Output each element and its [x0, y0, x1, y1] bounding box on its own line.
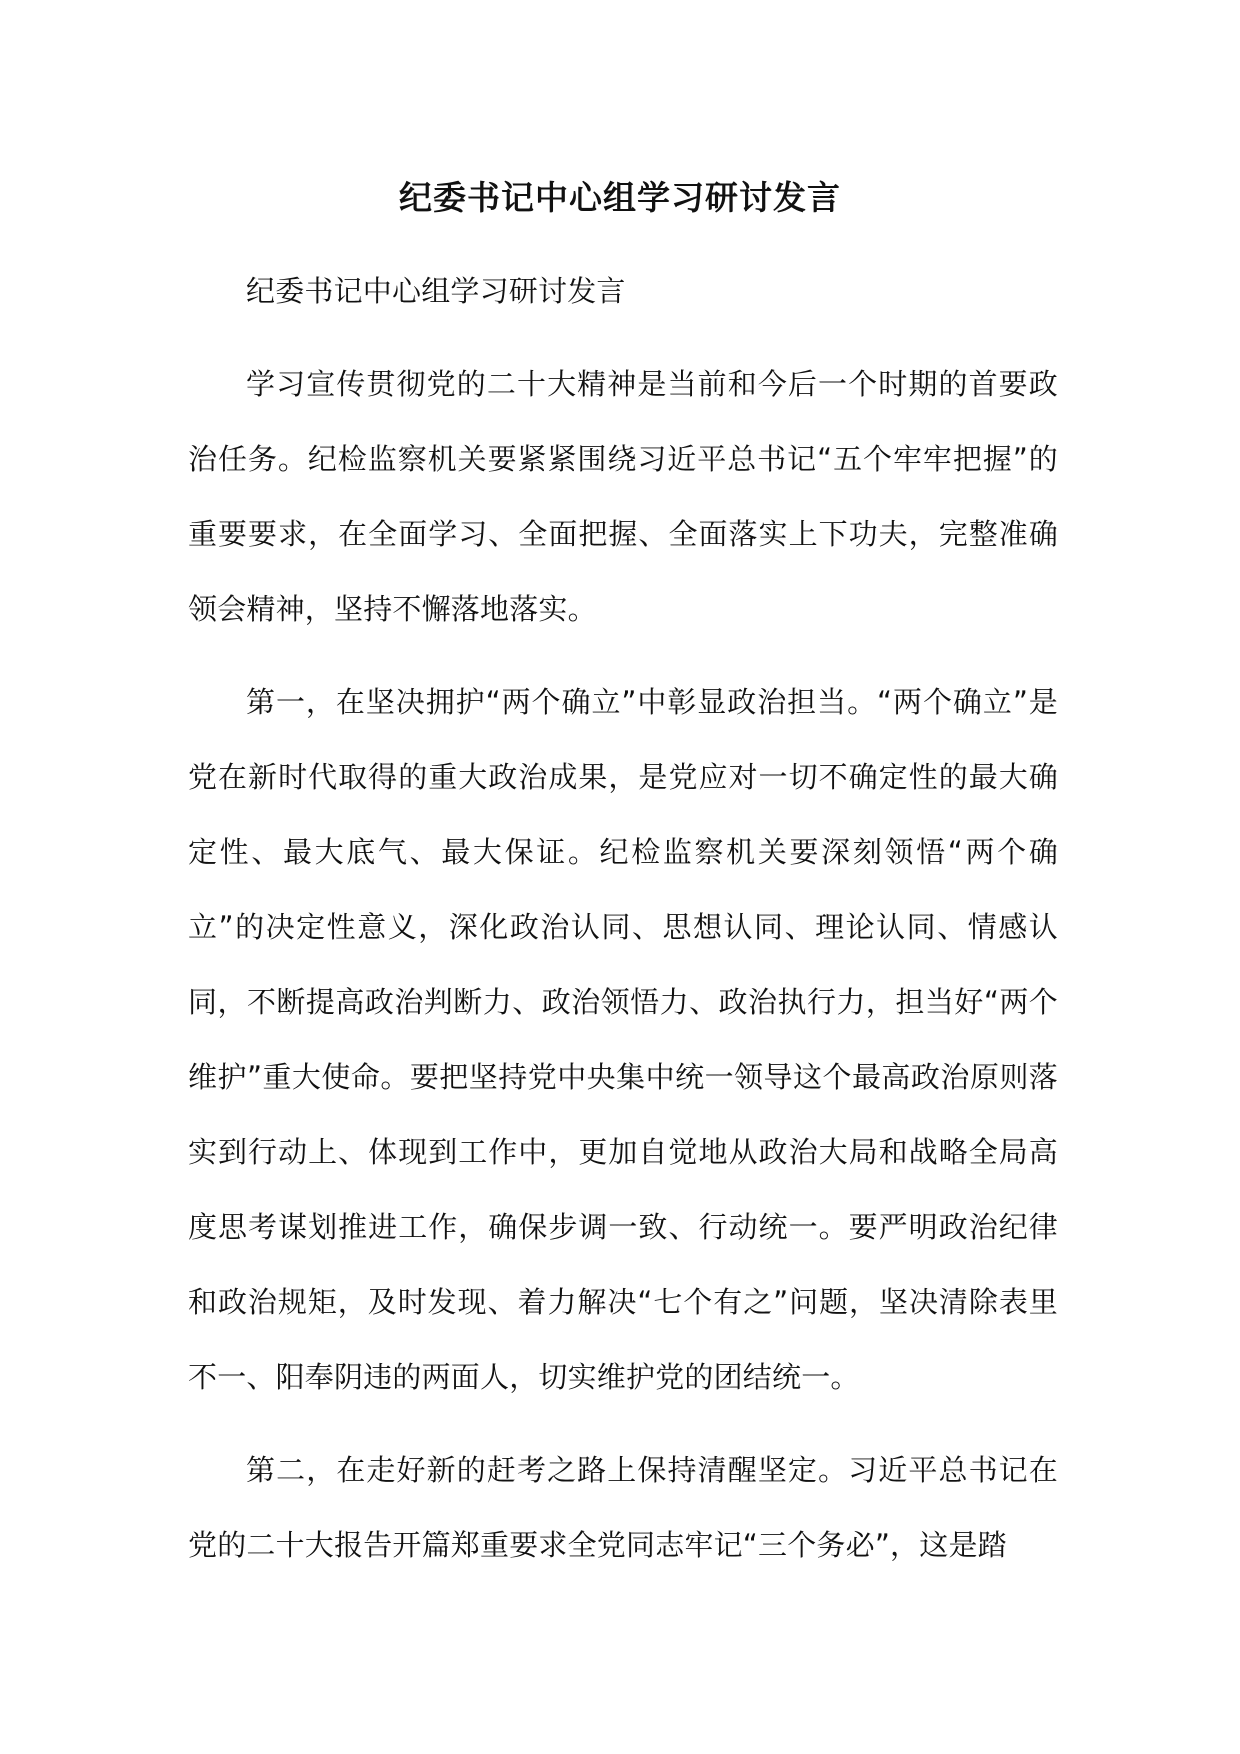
point-one-paragraph: 第一，在坚决拥护“两个确立”中彰显政治担当。“两个确立”是党在新时代取得的重大政治成果，是党应对一切不确定性的最大确定性、最大底气、最大保证。纪检监察机关要深刻领悟“两个确立”的决定性意义，深化政治认同、思想认同、理论认同、情感认同，不断提高政治判断力、政治领悟力、政治执行力，担当好“两个维护”重大使命。要把坚持党中央集中统一领导这个最高政治原则落实到行动上、体现到工作中，更加自觉地从政治大局和战略全局高度思考谋划推进工作，确保步调一致、行动统一。要严明政治纪律和政治规矩，及时发现、着力解决“七个有之”问题，坚决清除表里不一、阳奉阴违的两面人，切实维护党的团结统一。 — [188, 685, 1058, 1394]
document-body — [188, 254, 1058, 1601]
document-title: 纪委书记中心组学习研讨发言 — [399, 178, 841, 217]
intro-paragraph: 学习宣传贯彻党的二十大精神是当前和今后一个时期的首要政治任务。纪检监察机关要紧紧围绕习近平总书记“五个牢牢把握”的重要要求，在全面学习、全面把握、全面落实上下功夫，完整准确领会精神，坚持不懈落地落实。 — [188, 367, 1058, 626]
point-two-paragraph: 第二，在走好新的赶考之路上保持清醒坚定。习近平总书记在党的二十大报告开篇郑重要求全党同志牢记“三个务必”，这是踏 — [188, 1453, 1058, 1562]
subtitle-paragraph: 纪委书记中心组学习研讨发言 — [246, 274, 626, 308]
